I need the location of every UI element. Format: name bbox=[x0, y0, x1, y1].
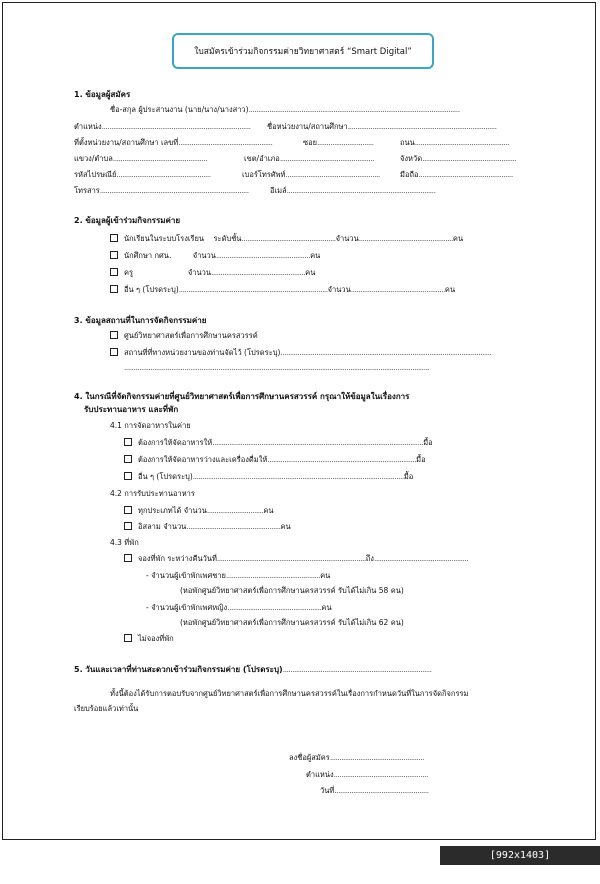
subdistrict-label: แขวง/ตำบล bbox=[74, 154, 113, 163]
name-label: ชื่อ-สกุล ผู้ประสานงาน (นาย/นาง/นางสาว) bbox=[110, 105, 249, 114]
meals-checkbox[interactable] bbox=[124, 438, 132, 446]
section-2-heading: 2. ข้อมูลผู้เข้าร่วมกิจกรรมค่าย bbox=[74, 216, 181, 225]
agency-label: ชื่อหน่วยงาน/สถานศึกษา bbox=[267, 122, 348, 131]
venue-detail-line[interactable]: .................................................................................................................................................................. bbox=[124, 363, 430, 372]
note-line-1: ทั้งนี้ต้องได้รับการตอบรับจากศูนย์วิทยาศาสตร์เพื่อการศึกษานครสวรรค์ในเรื่องการกำหนดวันที่ในการจัดกิจกรรม bbox=[110, 689, 469, 698]
female-count-row[interactable]: - จำนวนผู้เข้าพักเพศหญิง..................................................คน bbox=[146, 603, 332, 612]
male-count-row[interactable]: - จำนวนผู้เข้าพักเพศชาย..................................................คน bbox=[146, 571, 331, 580]
venue-option-center[interactable]: ศูนย์วิทยาศาสตร์เพื่อการศึกษานครสวรรค์ bbox=[110, 331, 258, 341]
signer-position-field[interactable]: ตำแหน่ง.................................................. bbox=[306, 770, 428, 779]
other-participant-checkbox[interactable] bbox=[110, 285, 118, 293]
province-label: จังหวัด bbox=[400, 154, 423, 163]
accommodation-none-checkbox[interactable] bbox=[124, 634, 132, 642]
soi-field[interactable]: ซอย.............................. bbox=[303, 138, 374, 147]
image-host-watermark: [992x1403] https://upic.me/ bbox=[440, 846, 600, 865]
fax-label: โทรสาร bbox=[74, 186, 100, 195]
food-other-checkbox[interactable] bbox=[124, 472, 132, 480]
subsection-4-2: 4.2 การรับประทานอาหาร bbox=[110, 489, 195, 498]
section-5-heading: 5. วันและเวลาที่ท่านสะดวกเข้าร่วมกิจกรรมค่าย (โปรดระบุ) bbox=[74, 665, 283, 674]
diet-any-checkbox[interactable] bbox=[124, 506, 132, 514]
district-label: เขต/อำเภอ bbox=[244, 154, 280, 163]
province-field[interactable]: จังหวัด.................................................. bbox=[400, 154, 517, 163]
signature-label: ลงชื่อผู้สมัคร bbox=[289, 753, 330, 762]
position-label: ตำแหน่ง bbox=[74, 122, 102, 131]
snacks-checkbox[interactable] bbox=[124, 455, 132, 463]
note-line-2: เรียบร้อยแล้วเท่านั้น bbox=[74, 704, 139, 713]
section-4-heading-cont: รับประทานอาหาร และที่พัก bbox=[84, 405, 179, 414]
form-title: ใบสมัครเข้าร่วมกิจกรรมค่ายวิทยาศาสตร์ “Smart Digital” bbox=[194, 47, 412, 57]
venue-option-own[interactable]: สถานที่ที่ทางหน่วยงานของท่านจัดไว้ (โปรดระบุ)................................................................................................................ bbox=[110, 348, 491, 358]
email-field[interactable]: อีเมล์............................................................................... bbox=[270, 186, 436, 195]
section-3-heading: 3. ข้อมูลสถานที่ในการจัดกิจกรรมค่าย bbox=[74, 316, 207, 325]
participant-other-row[interactable]: อื่น ๆ (โปรดระบุ)...............................................................................จำนวน..................................................คน bbox=[110, 285, 455, 295]
section-4-heading: 4. ในกรณีที่จัดกิจกรรมค่ายที่ศูนย์วิทยาศาสตร์เพื่อการศึกษานครสวรรค์ กรุณาให้ข้อมูลในเรื่องการ bbox=[74, 392, 410, 401]
food-other-row[interactable]: อื่น ๆ (โปรดระบุ)................................................................................................................มื้อ bbox=[124, 472, 413, 482]
students-checkbox[interactable] bbox=[110, 234, 118, 242]
diet-any-row[interactable]: ทุกประเภทได้ จำนวน..............................คน bbox=[124, 506, 274, 516]
soi-label: ซอย bbox=[303, 138, 317, 147]
address-label: ที่ตั้งหน่วยงาน/สถานศึกษา เลขที่ bbox=[74, 138, 179, 147]
teacher-checkbox[interactable] bbox=[110, 268, 118, 276]
accommodation-none-row[interactable]: ไม่จองที่พัก bbox=[124, 634, 174, 644]
subsection-4-1: 4.1 การจัดอาหารในค่าย bbox=[110, 421, 191, 430]
postcode-label: รหัสไปรษณีย์ bbox=[74, 170, 117, 179]
district-field[interactable]: เขต/อำเภอ.................................................. bbox=[244, 154, 375, 163]
diet-islam-row[interactable]: อิสลาม จำนวน..................................................คน bbox=[124, 522, 291, 532]
male-capacity-note: (หอพักศูนย์วิทยาศาสตร์เพื่อการศึกษานครสวรรค์ รับได้ไม่เกิน 58 คน) bbox=[180, 586, 404, 595]
subdistrict-field[interactable]: แขวง/ตำบล.................................................. bbox=[74, 154, 208, 163]
fax-field[interactable]: โทรสาร............................................................................... bbox=[74, 186, 249, 195]
road-field[interactable]: ถนน.................................................. bbox=[400, 138, 509, 147]
name-field[interactable]: ชื่อ-สกุล ผู้ประสานงาน (นาย/นาง/นางสาว)................................................................................................................ bbox=[110, 105, 460, 114]
signer-position-label: ตำแหน่ง bbox=[306, 770, 334, 779]
sign-date-label: วันที่ bbox=[320, 786, 335, 795]
address-field[interactable]: ที่ตั้งหน่วยงาน/สถานศึกษา เลขที่.................................................. bbox=[74, 138, 273, 147]
road-label: ถนน bbox=[400, 138, 415, 147]
venue-center-checkbox[interactable] bbox=[110, 331, 118, 339]
participant-teacher-row[interactable]: ครู จำนวน..................................................คน bbox=[110, 268, 315, 278]
snacks-row[interactable]: ต้องการให้จัดอาหารว่างและเครื่องดื่มให้...............................................................................มื้อ bbox=[124, 455, 426, 465]
position-field[interactable]: ตำแหน่ง............................................................................... bbox=[74, 122, 251, 131]
sign-date-field[interactable]: วันที่.................................................. bbox=[320, 786, 429, 795]
form-title-box bbox=[172, 33, 434, 69]
phone-field[interactable]: เบอร์โทรศัพท์.................................................. bbox=[242, 170, 380, 179]
section-1-heading: 1. ข้อมูลผู้สมัคร bbox=[74, 90, 131, 99]
participant-students-row[interactable]: นักเรียนในระบบโรงเรียน ระดับชั้น..................................................จำนวน..................................................คน bbox=[110, 234, 463, 244]
schedule-field[interactable]: 5. วันและเวลาที่ท่านสะดวกเข้าร่วมกิจกรรมค่าย (โปรดระบุ)............................................................................... bbox=[74, 665, 432, 674]
mobile-label: มือถือ bbox=[400, 170, 419, 179]
venue-own-checkbox[interactable] bbox=[110, 348, 118, 356]
signature-field[interactable]: ลงชื่อผู้สมัคร.................................................. bbox=[289, 753, 425, 762]
diet-islam-checkbox[interactable] bbox=[124, 522, 132, 530]
phone-label: เบอร์โทรศัพท์ bbox=[242, 170, 286, 179]
meals-row[interactable]: ต้องการให้จัดอาหารให้................................................................................................................มื้อ bbox=[124, 438, 433, 448]
nfe-checkbox[interactable] bbox=[110, 251, 118, 259]
participant-nfe-row[interactable]: นักศึกษา กศน. จำนวน..................................................คน bbox=[110, 251, 320, 261]
accommodation-book-checkbox[interactable] bbox=[124, 554, 132, 562]
postcode-field[interactable]: รหัสไปรษณีย์.................................................. bbox=[74, 170, 211, 179]
agency-field[interactable]: ชื่อหน่วยงาน/สถานศึกษา............................................................................... bbox=[267, 122, 497, 131]
subsection-4-3: 4.3 ที่พัก bbox=[110, 538, 139, 547]
mobile-field[interactable]: มือถือ.................................................. bbox=[400, 170, 513, 179]
female-capacity-note: (หอพักศูนย์วิทยาศาสตร์เพื่อการศึกษานครสวรรค์ รับได้ไม่เกิน 62 คน) bbox=[180, 618, 404, 627]
accommodation-book-row[interactable]: จองที่พัก ระหว่างคืนวันที่...............................................................................ถึง.................................................. bbox=[124, 554, 468, 564]
email-label: อีเมล์ bbox=[270, 186, 287, 195]
